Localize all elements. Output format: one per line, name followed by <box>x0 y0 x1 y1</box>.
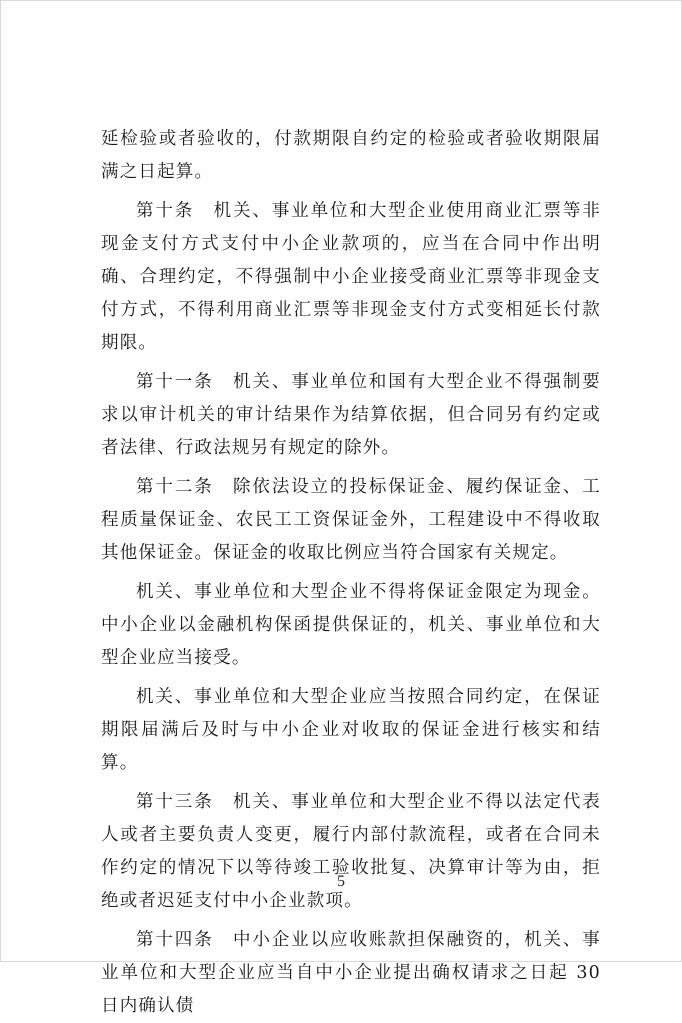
paragraph-article-12: 第十二条 除依法设立的投标保证金、履约保证金、工程质量保证金、农民工工资保证金外，工程建设中不得收取其他保证金。保证金的收取比例应当符合国家有关规定。 <box>101 477 601 563</box>
paragraph-continuation: 延检验或者验收的，付款期限自约定的检验或者验收期限届满之日起算。 <box>101 129 601 182</box>
paragraph-article-10: 第十条 机关、事业单位和大型企业使用商业汇票等非现金支付方式支付中小企业款项的，应当在合同中作出明确、合理约定，不得强制中小企业接受商业汇票等非现金支付方式，不得利用商业汇票等非现金支付方式变相延长付款期限。 <box>101 201 601 353</box>
paragraph-article-12-cash: 机关、事业单位和大型企业不得将保证金限定为现金。中小企业以金融机构保函提供保证的，机关、事业单位和大型企业应当接受。 <box>101 582 601 668</box>
paragraph-article-13: 第十三条 机关、事业单位和大型企业不得以法定代表人或者主要负责人变更，履行内部付款流程，或者在合同未作约定的情况下以等待竣工验收批复、决算审计等为由，拒绝或者迟延支付中小企业款项。 <box>101 792 601 911</box>
paragraph-article-14: 第十四条 中小企业以应收账款担保融资的，机关、事业单位和大型企业应当自中小企业提出确权请求之日起 30 日内确认债 <box>101 930 601 1016</box>
paragraph-article-12-settlement: 机关、事业单位和大型企业应当按照合同约定，在保证期限届满后及时与中小企业对收取的保证金进行核实和结算。 <box>101 687 601 773</box>
paragraph-article-11: 第十一条 机关、事业单位和国有大型企业不得强制要求以审计机关的审计结果作为结算依据，但合同另有约定或者法律、行政法规另有规定的除外。 <box>101 372 601 458</box>
page-number: 5 <box>337 873 345 890</box>
